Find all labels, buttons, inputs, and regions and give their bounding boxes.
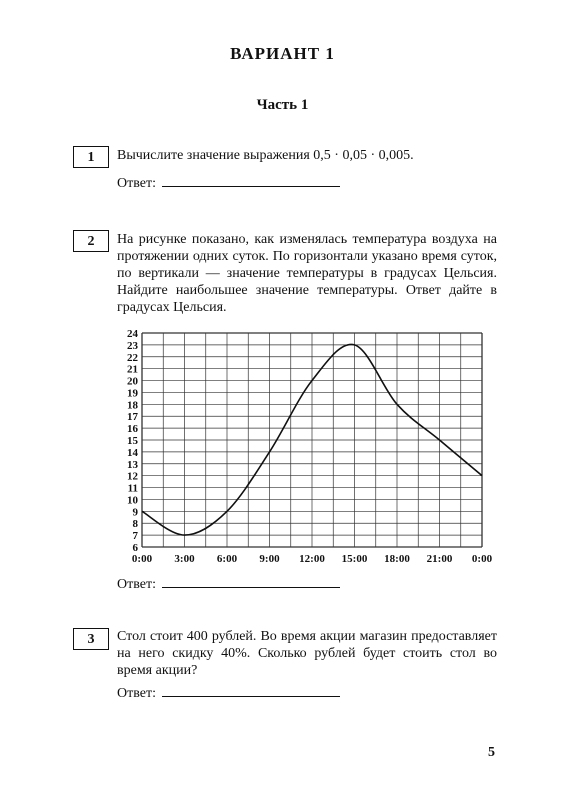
y-tick-label: 21: [127, 363, 138, 376]
answer-label: Ответ:: [117, 577, 156, 592]
y-tick-label: 17: [127, 411, 138, 424]
y-tick-label: 8: [132, 518, 138, 531]
page-title: ВАРИАНТ 1: [230, 44, 335, 63]
x-tick-label: 6:00: [216, 553, 238, 565]
y-tick-label: 14: [127, 446, 138, 459]
x-tick-label: 0:00: [471, 553, 493, 565]
task-number-1: 1: [73, 146, 109, 168]
x-tick-label: 21:00: [426, 553, 453, 565]
x-tick-label: 15:00: [341, 553, 368, 565]
answer-label: Ответ:: [117, 176, 156, 191]
answer-row-3: [117, 684, 340, 702]
task-text-1: Вычислите значение выражения 0,5 · 0,05 · 0,005.: [117, 148, 414, 163]
y-tick-label: 23: [127, 339, 138, 352]
x-tick-label: 9:00: [259, 553, 280, 565]
section-subtitle: Часть 1: [256, 97, 309, 113]
task-text-3: Стол стоит 400 рублей. Во время акции магазин предоставляет на него скидку 40%. Сколько рублей будет стоить стол во время акции?: [117, 629, 497, 678]
y-tick-label: 13: [127, 458, 138, 471]
answer-field-1[interactable]: [162, 174, 340, 187]
x-tick-label: 0:00: [131, 553, 153, 565]
y-tick-label: 11: [127, 482, 138, 495]
y-tick-label: 15: [127, 435, 138, 447]
y-tick-label: 22: [127, 351, 138, 364]
answer-row-2: [117, 575, 340, 593]
page-number: 5: [488, 745, 495, 760]
x-tick-label: 3:00: [174, 553, 195, 565]
task-text-2: На рисунке показано, как изменялась температура воздуха на протяжении одних суток. По горизонтали указано время суток, по вертикали — значение температуры в градусах Цельсия. Найдите наибольшее значение температуры. Ответ дайте в градусах Цельсия.: [117, 232, 497, 315]
answer-label: Ответ:: [117, 686, 156, 701]
x-tick-label: 18:00: [384, 553, 410, 565]
y-tick-label: 10: [127, 494, 138, 507]
y-tick-label: 19: [127, 387, 138, 400]
y-tick-label: 20: [127, 375, 138, 388]
task-number-2: 2: [73, 230, 109, 252]
y-tick-label: 6: [132, 542, 138, 554]
y-tick-label: 7: [132, 530, 138, 543]
x-tick-label: 12:00: [299, 553, 325, 565]
y-tick-label: 16: [127, 423, 138, 436]
y-tick-label: 9: [132, 506, 138, 519]
temperature-chart: [112, 325, 502, 567]
answer-field-2[interactable]: [162, 575, 340, 588]
y-tick-label: 12: [127, 470, 138, 483]
y-tick-label: 18: [127, 399, 138, 412]
answer-field-3[interactable]: [162, 684, 340, 697]
y-tick-label: 24: [127, 328, 138, 340]
answer-row-1: [117, 174, 340, 192]
task-number-3: 3: [73, 628, 109, 650]
